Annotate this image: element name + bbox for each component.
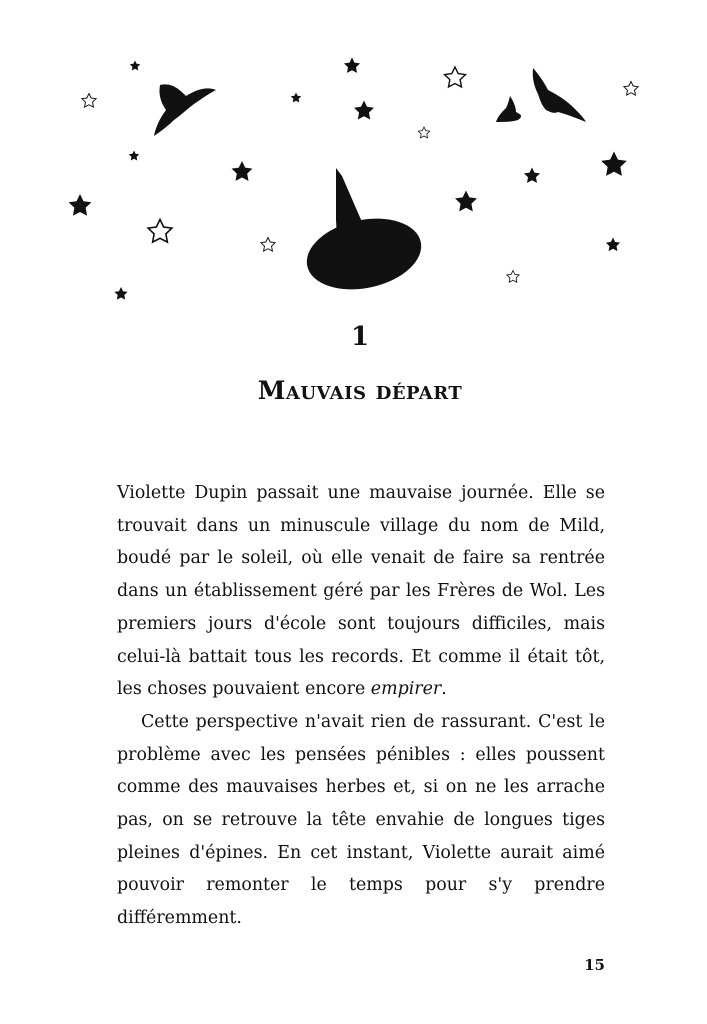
- crow-icon: [533, 68, 586, 122]
- paragraph-text: Violette Dupin passait une mauvaise journée. Elle se trouvait dans un minuscule village du nom de Mild, boudé par le soleil, où elle venait de faire sa rentrée dans un établissement géré par les Frères de Wol. Les premiers jours d'école sont toujours difficiles, mais celui-là battait tous les records. Et comme il était tôt, les choses pouvaient encore: [117, 483, 605, 700]
- witch-hat-icon: [300, 168, 428, 299]
- chapter-title: Mauvais départ: [257, 376, 463, 405]
- paragraph: [117, 477, 605, 706]
- paragraph: Cette perspective n'avait rien de rassurant. C'est le problème avec les pensées pénibles : elles poussent comme des mauvaises herbes et, si on ne les arrache pas, on se retrouve la tête envahie de longues tiges pleines d'épines. En cet instant, Violette aurait aimé pouvoir remonter le temps pour s'y prendre différemment.: [117, 711, 605, 929]
- chapter-body: [117, 477, 605, 935]
- chapter-number: 1: [350, 322, 370, 352]
- page-number: 15: [584, 956, 605, 974]
- emphasized-word: empirer: [370, 679, 442, 700]
- chapter-illustration: [0, 0, 707, 310]
- crow-icon: [496, 96, 521, 122]
- crow-icon: [154, 84, 216, 136]
- paragraph-end: .: [441, 679, 447, 700]
